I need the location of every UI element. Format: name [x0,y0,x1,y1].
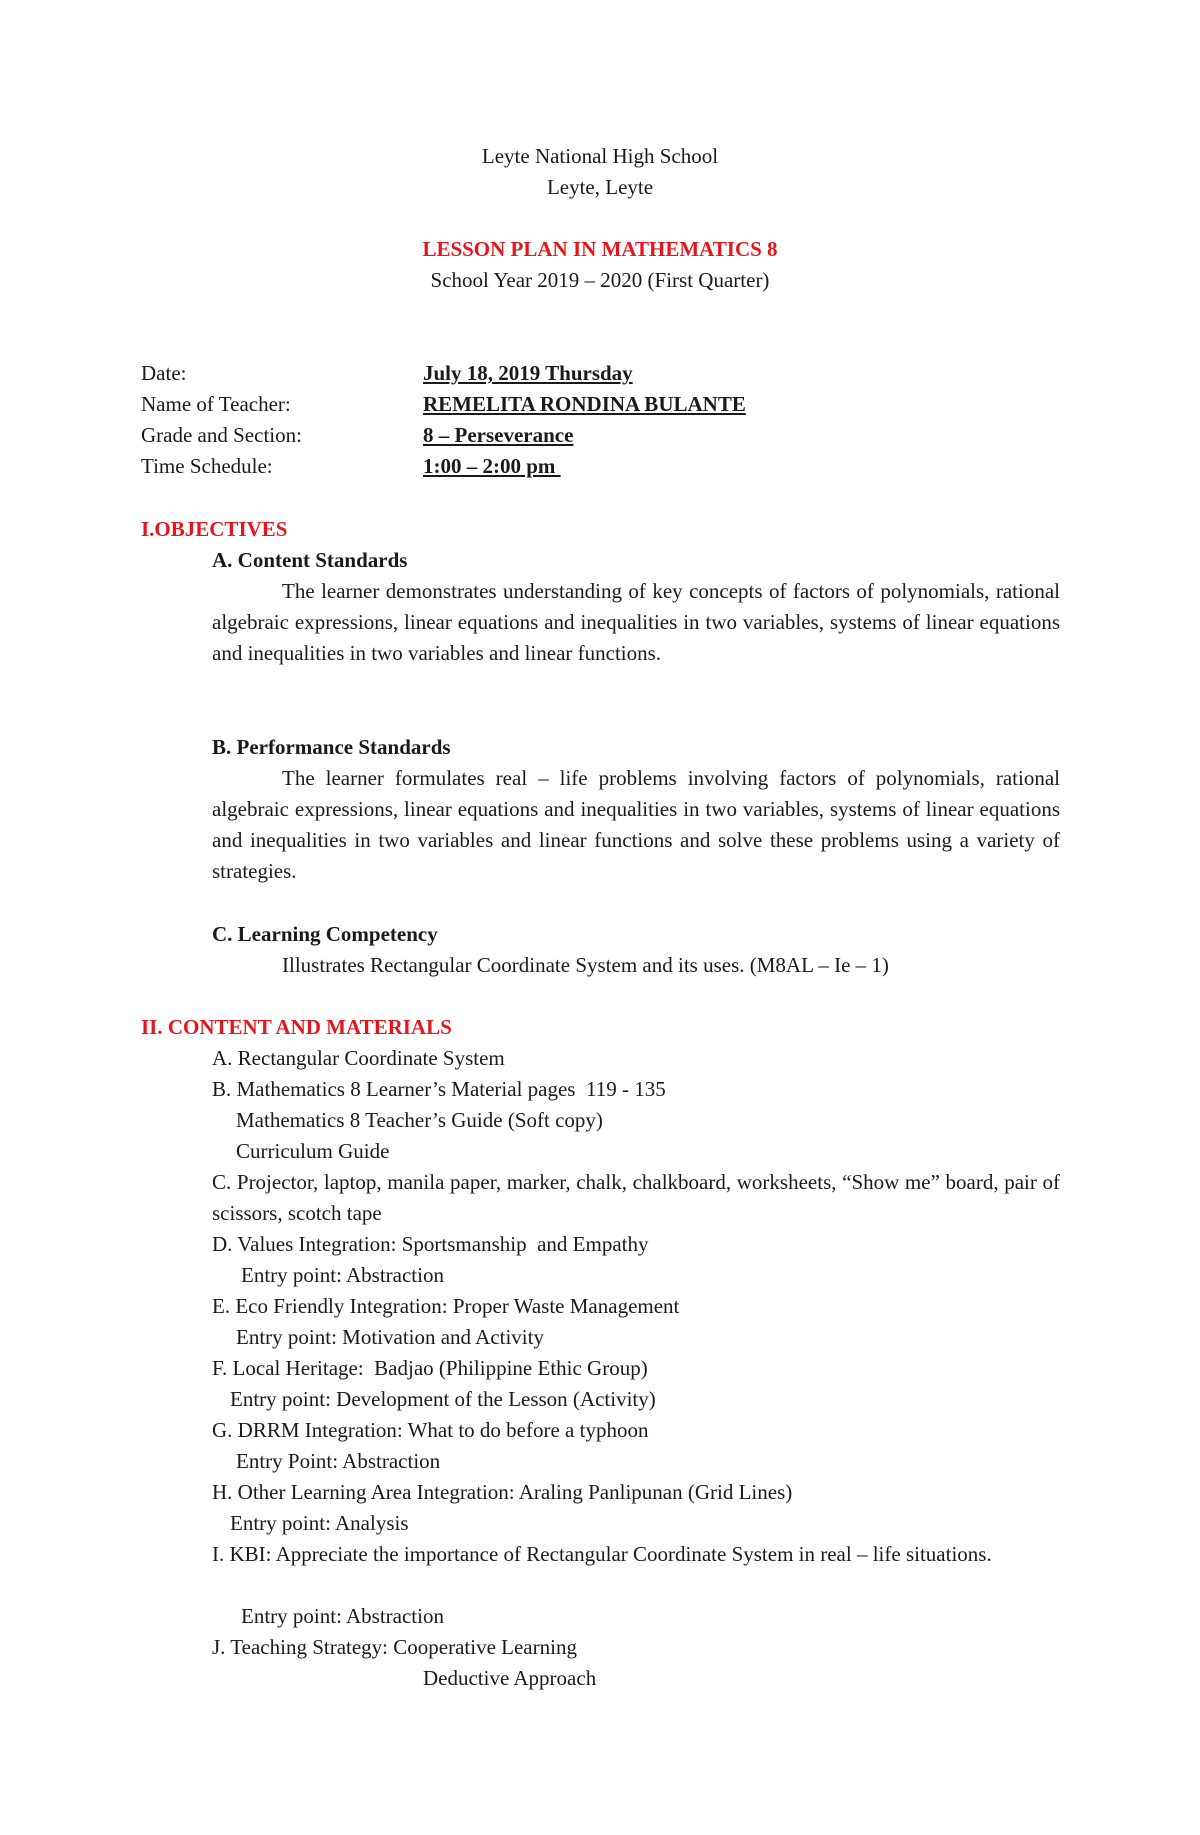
learning-competency-title: C. Learning Competency [212,922,438,946]
info-value-section: 8 – Perseverance [423,423,574,447]
info-value-time: 1:00 – 2:00 pm [423,454,561,478]
performance-standards-title: B. Performance Standards [212,735,451,759]
school-year: School Year 2019 – 2020 (First Quarter) [430,268,770,292]
material-b-curriculum-guide: Curriculum Guide [236,1139,390,1163]
material-j-sub: Deductive Approach [423,1666,597,1690]
material-b: B. Mathematics 8 Learner’s Material pages 119 - 135 [212,1077,666,1101]
info-value-teacher: REMELITA RONDINA BULANTE [423,392,746,416]
lesson-plan-title: LESSON PLAN IN MATHEMATICS 8 [422,237,778,261]
material-a: A. Rectangular Coordinate System [212,1046,505,1070]
info-label-teacher: Name of Teacher: [141,392,291,416]
objectives-heading: I.OBJECTIVES [141,517,288,541]
material-b-teachers-guide: Mathematics 8 Teacher’s Guide (Soft copy) [236,1108,603,1132]
info-value-date: July 18, 2019 Thursday [423,361,633,385]
material-e: E. Eco Friendly Integration: Proper Waste Management [212,1294,680,1318]
material-e-entry: Entry point: Motivation and Activity [236,1325,544,1349]
school-name: Leyte National High School [481,144,719,168]
material-f: F. Local Heritage: Badjao (Philippine Ethic Group) [212,1356,648,1380]
info-label-date: Date: [141,361,187,385]
material-g: G. DRRM Integration: What to do before a typhoon [212,1418,649,1442]
material-f-entry: Entry point: Development of the Lesson (Activity) [230,1387,656,1411]
material-h: H. Other Learning Area Integration: Araling Panlipunan (Grid Lines) [212,1480,793,1504]
learning-competency-text: Illustrates Rectangular Coordinate System and its uses. (M8AL – Ie – 1) [282,953,889,977]
material-d: D. Values Integration: Sportsmanship and Empathy [212,1232,649,1256]
material-h-entry: Entry point: Analysis [230,1511,409,1535]
content-materials-heading: II. CONTENT AND MATERIALS [141,1015,452,1039]
content-standards-title: A. Content Standards [212,548,408,572]
material-g-entry: Entry Point: Abstraction [236,1449,441,1473]
school-location: Leyte, Leyte [546,175,654,199]
material-c: C. Projector, laptop, manila paper, marker, chalk, chalkboard, worksheets, “Show me” board, pair of scissors, scotch tape [212,1170,1060,1225]
performance-standards-text: The learner formulates real – life problems involving factors of polynomials, rational algebraic expressions, linear equations and inequalities in two variables, systems of linear equations and inequalities in two variables and linear functions and solve these problems using a variety of strategies. [212,766,1060,883]
info-label-time: Time Schedule: [141,454,273,478]
material-d-entry: Entry point: Abstraction [241,1263,444,1287]
material-i-entry: Entry point: Abstraction [241,1604,444,1628]
material-i: I. KBI: Appreciate the importance of Rectangular Coordinate System in real – life situations. [212,1542,992,1566]
info-label-section: Grade and Section: [141,423,302,447]
content-standards-text: The learner demonstrates understanding of key concepts of factors of polynomials, rational algebraic expressions, linear equations and inequalities in two variables, systems of linear equations and inequalities in two variables and linear functions. [212,579,1060,665]
material-j: J. Teaching Strategy: Cooperative Learning [212,1635,577,1659]
